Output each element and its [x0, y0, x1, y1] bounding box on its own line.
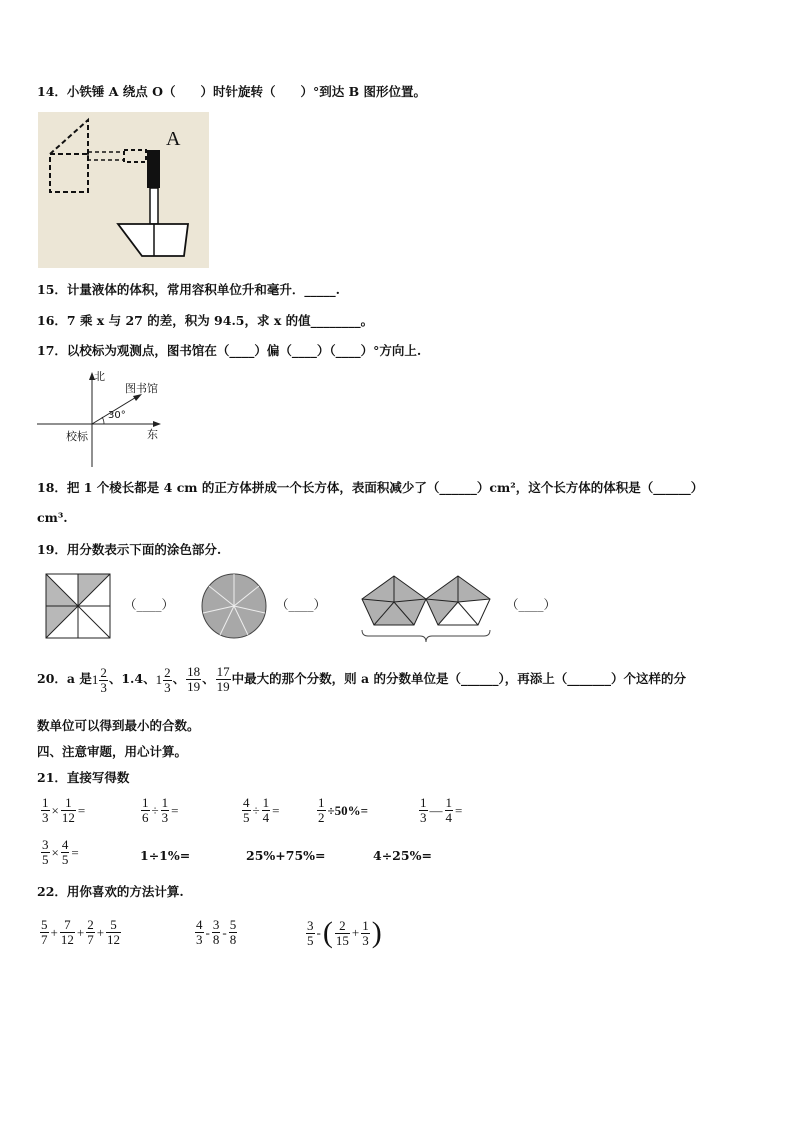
- calc-5: $\frac{1}{3}$ — $\frac{1}{4}$ =: [420, 795, 463, 825]
- blank-pentagons: （____）: [506, 597, 557, 612]
- mixed-number-2: 1 $\frac{2}{3}$: [155, 665, 171, 696]
- question-19: 19．用分数表示下面的涂色部分.: [37, 542, 222, 557]
- circle-figure: [202, 574, 266, 638]
- calc-1: $\frac{1}{3}$ × $\frac{1}{12}$ =: [42, 795, 86, 825]
- question-18-line1: 18．把 1 个棱长都是 4 cm 的正方体拼成一个长方体，表面积减少了（______）cm²，这个长方体的体积是（______）: [37, 480, 704, 495]
- question-15: 15．计量液体的体积，常用容积单位升和毫升．_____.: [37, 282, 340, 297]
- question-16: 16．7 乘 x 与 27 的差，积为 94.5，求 x 的值________。: [37, 313, 374, 328]
- question-14: 14．小铁锤 A 绕点 O（ ）时针旋转（ ）°到达 B 图形位置。: [37, 84, 427, 99]
- pentagon-figures: [362, 576, 490, 642]
- blank-circle: （____）: [276, 597, 327, 612]
- point-a-label: A: [166, 128, 181, 150]
- calc-9: 4÷25%=: [373, 848, 432, 863]
- question-18-line2: cm³.: [37, 510, 68, 525]
- fraction-18-19: $\frac{18}{19}$: [187, 664, 201, 694]
- library-label: 图书馆: [125, 382, 158, 395]
- question-20-line1: 20．a 是1 $\frac{2}{3}$ 、1.4、1 $\frac{2}{3}$ 、 $\frac{18}{19}$ 、 $\frac{17}{19}$ 中最大的那个分数，则 a 的分数单位是（______），再添上（_______）个这样的分: [37, 664, 686, 696]
- fraction-17-19: $\frac{17}{19}$: [216, 664, 230, 694]
- origin-label: 校标: [66, 430, 88, 443]
- east-label: 东: [147, 428, 158, 441]
- blank-square: （____）: [124, 597, 175, 612]
- q20-prefix: 20．a 是: [37, 671, 92, 686]
- calc-3: $\frac{4}{5}$ ÷ $\frac{1}{4}$ =: [243, 795, 280, 825]
- calc-22-3: $\frac{3}{5}$ -( $\frac{2}{15}$ + $\frac{1}{3}$ ): [307, 916, 382, 949]
- question-17: 17．以校标为观测点，图书馆在（____）偏（____）（____）°方向上.: [37, 343, 422, 358]
- mixed-number-1: 1 $\frac{2}{3}$: [91, 665, 107, 696]
- calc-4: $\frac{1}{2}$ ÷50%=: [318, 795, 369, 825]
- calc-7: 1÷1%=: [140, 848, 191, 863]
- calc-22-1: $\frac{5}{7}$ + $\frac{7}{12}$ + $\frac{2}{7}$ + $\frac{5}{12}$: [41, 917, 121, 947]
- angle-label: 30°: [108, 410, 126, 421]
- calc-2: $\frac{1}{6}$ ÷ $\frac{1}{3}$ =: [142, 795, 179, 825]
- north-label: 北: [94, 370, 105, 383]
- calc-6: $\frac{3}{5}$ × $\frac{4}{5}$ =: [42, 837, 79, 867]
- question-22: 22．用你喜欢的方法计算.: [37, 884, 184, 899]
- square-figure: [46, 574, 110, 638]
- question-21: 21．直接写得数: [37, 770, 130, 785]
- calc-22-2: $\frac{4}{3}$ - $\frac{3}{8}$ - $\frac{5}{8}$: [196, 917, 237, 947]
- section-4-heading: 四、注意审题，用心计算。: [37, 744, 188, 759]
- direction-diagram: [37, 366, 172, 471]
- question-20-line2: 数单位可以得到最小的合数。: [37, 718, 200, 733]
- rotation-figure: [38, 112, 209, 268]
- calc-8: 25%+75%=: [246, 848, 326, 863]
